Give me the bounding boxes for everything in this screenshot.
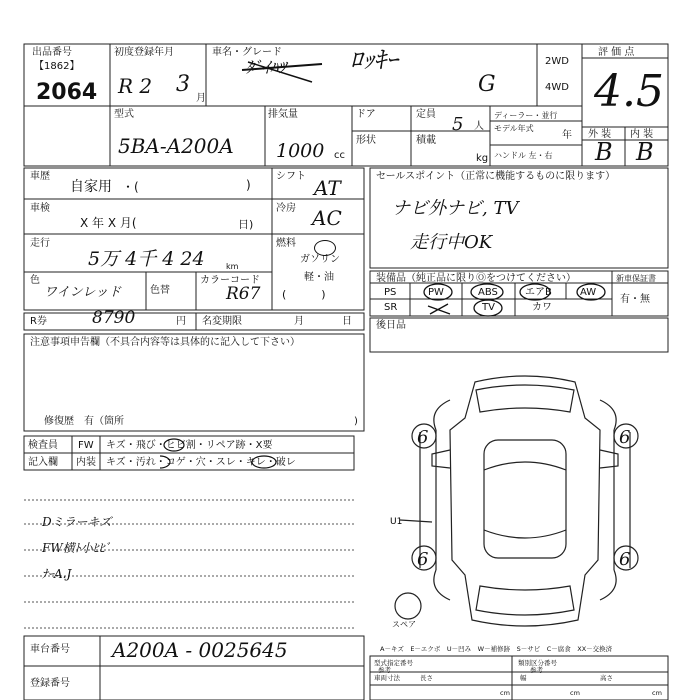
equip-sr: SR [384, 302, 398, 313]
exterior-grade: B [595, 138, 613, 166]
color-value: ワインレッド [44, 285, 122, 300]
sales-line1: ナビ外ナビ, TV [392, 198, 519, 219]
km-unit: km [226, 262, 239, 271]
interior-label: 内 装 [630, 129, 654, 140]
month-unit: 月 [196, 93, 206, 104]
tire-mark-rr: 6 [619, 549, 631, 570]
model-spec-label: 型式指定番号 [374, 659, 413, 667]
inspector-fw-items: キズ・飛び・ヒビ割・リペア跡・X要 [106, 440, 273, 451]
year-unit: 年 [562, 130, 572, 141]
inspection-label: 車検 [30, 203, 50, 214]
color-code: R67 [226, 284, 261, 304]
score-label: 評 価 点 [598, 47, 635, 58]
dealer-label: ディーラー・並行 [494, 111, 558, 120]
equipment-circle-marks [420, 282, 610, 318]
equip-pw: PW [428, 287, 444, 298]
tire-mark-fl: 6 [417, 427, 429, 448]
warranty-value: 有・無 [620, 294, 650, 305]
damage-mark-u1: U1 [390, 517, 403, 527]
inspection-value: X 年 X 月( [80, 216, 137, 230]
inspector-fw: FW [78, 440, 94, 451]
height-cm: cm [652, 689, 662, 697]
inspector-note-1: Dミラーキズ [42, 515, 112, 529]
displacement-label: 排気量 [268, 109, 298, 120]
fuel-circle-mark [314, 240, 336, 256]
ac-value: AC [312, 206, 342, 230]
equip-airbag: エアB [525, 287, 552, 298]
car-name: ﾛｯｷｰ [350, 46, 398, 74]
model-value: 5BA-A200A [118, 134, 234, 158]
equipment-label: 装備品（純正品に限りⓄをつけてください） [376, 273, 576, 284]
grade: G [478, 72, 496, 97]
history-close: ) [246, 178, 251, 192]
kg-unit: kg [476, 153, 489, 164]
first-reg-era: R 2 [118, 74, 153, 98]
model-year-label: モデル年式 [494, 124, 534, 133]
fuel-label: 燃料 [276, 238, 296, 249]
fuel-kei: 軽・油 [304, 272, 334, 283]
capacity-unit: 人 [474, 121, 484, 132]
color-code-label: カラーコード [200, 275, 260, 286]
sales-label: セールスポイント（正常に機能するものに限ります） [376, 171, 616, 182]
repair-close: ) [354, 416, 358, 427]
equip-ps: PS [384, 287, 397, 298]
recycle-label: R券 [30, 316, 47, 327]
fuel-gasoline: ガソリン [300, 254, 340, 265]
length-cm: cm [500, 689, 510, 697]
mileage-value: 5万 4千 4 24 [88, 248, 205, 270]
chassis-label: 車台番号 [30, 644, 70, 655]
chassis-value: A200A - 0025645 [112, 638, 288, 662]
yen-unit: 円 [176, 316, 186, 327]
ac-label: 冷房 [276, 203, 296, 214]
width-label: 幅 [520, 674, 527, 682]
mileage-label: 走行 [30, 238, 50, 249]
handle-label: ハンドル 左・右 [494, 151, 553, 160]
exterior-label: 外 装 [588, 129, 612, 140]
plate-label: 登録番号 [30, 678, 70, 689]
equip-abs: ABS [478, 287, 498, 298]
interior-grade: B [636, 138, 654, 166]
inspector-note-2: FW横ﾄ小ﾋﾋﾞ [42, 541, 111, 555]
height-label: 高さ [600, 674, 613, 682]
type-ref: 参考 [530, 666, 543, 674]
car-damage-diagram [380, 370, 670, 640]
tire-mark-fr: 6 [619, 427, 631, 448]
lot-no-label: 出品番号 [32, 47, 72, 58]
recycle-value: 8790 [92, 308, 136, 328]
color-change-label: 色替 [150, 285, 170, 296]
doors-label: ドア [356, 109, 376, 120]
car-name-struck: ﾀﾞｲﾊﾂ [246, 58, 287, 77]
drive-2wd: 2WD [545, 56, 569, 67]
score: 4.5 [594, 66, 664, 117]
fuel-paren: ( ) [282, 288, 326, 301]
capacity-value: 5 [452, 114, 464, 135]
first-reg-month: 3 [176, 72, 190, 97]
lot-number: 2064 [36, 80, 98, 105]
inspector-interior-items: キズ・汚れ・コゲ・穴・スレ・キレ・破レ [106, 457, 296, 468]
sales-line2: 走行中OK [410, 232, 493, 253]
spare-label: スペア [392, 620, 416, 629]
equip-aw: AW [580, 287, 597, 298]
inspector-label2: 記入欄 [28, 457, 58, 468]
type-label: 類別区分番号 [518, 659, 557, 667]
capacity-label: 定員 [416, 109, 436, 120]
car-name-label: 車名・グレード [212, 47, 282, 58]
cc-unit: cc [334, 150, 345, 161]
inspector-interior: 内装 [76, 457, 96, 468]
color-label: 色 [30, 275, 40, 286]
shape-label: 形状 [356, 135, 376, 146]
damage-legend: A－キズ E－エクボ U－凹み W－補修跡 S－サビ C－腐食 XX－交換済 [380, 645, 613, 653]
inspector-note-3: ﾅｰA.J [42, 567, 72, 581]
inspection-day: 日) [238, 218, 254, 231]
equip-tv: TV [482, 302, 495, 313]
inspector-label1: 検査員 [28, 440, 58, 451]
name-change-month: 月 [294, 316, 304, 327]
model-label: 型式 [114, 109, 134, 120]
inspector-circle-marks [160, 436, 290, 470]
shift-value: AT [314, 176, 341, 200]
repair-label: 修復歴 有（箇所 [44, 416, 124, 427]
width-cm: cm [570, 689, 580, 697]
first-reg-label: 初度登録年月 [114, 47, 174, 58]
lot-sub: 【1862】 [34, 61, 80, 72]
owner-notes-label: 後日品 [376, 320, 406, 331]
caution-label: 注意事項申告欄（不具合内容等は具体的に記入して下さい） [30, 337, 300, 348]
drive-4wd: 4WD [545, 82, 569, 93]
history-tail: ・( [122, 180, 139, 194]
body-dims-label: 車両寸法 [374, 674, 400, 682]
load-label: 積載 [416, 135, 436, 146]
length-label: 長さ [420, 674, 433, 682]
name-change-day: 日 [342, 316, 352, 327]
displacement-value: 1000 [276, 140, 325, 162]
name-change-label: 名変期限 [202, 316, 242, 327]
tire-mark-rl: 6 [417, 549, 429, 570]
warranty-label: 新車保証書 [616, 274, 656, 283]
history-label: 車歴 [30, 171, 50, 182]
history-value: 自家用 [70, 179, 112, 195]
equip-leather: カワ [532, 302, 552, 313]
shift-label: シフト [276, 171, 306, 182]
model-spec-ref: 参考 [378, 666, 391, 674]
